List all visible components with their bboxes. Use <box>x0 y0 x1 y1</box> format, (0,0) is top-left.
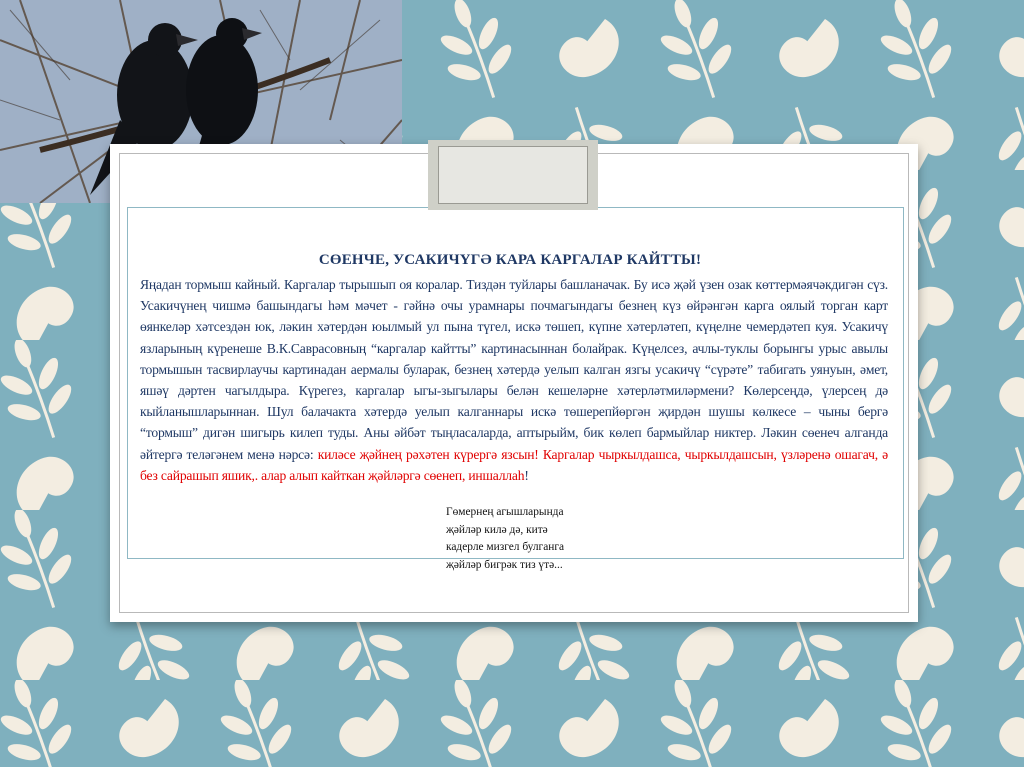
body-tail: ! <box>524 467 529 483</box>
poem-line: кадерле мизгел булганга <box>446 541 565 554</box>
body-text <box>140 274 888 486</box>
poem-line: җәйләр бигрәк тиз үтә... <box>446 558 563 571</box>
poem-line: Гөмернең агышларында <box>446 506 564 518</box>
decorative-tab-inner <box>438 146 588 204</box>
poem <box>446 504 564 574</box>
page-title: СӨЕНЧЕ, УСАКИЧҮГӘ КАРА КАРГАЛАР КАЙТТЫ! <box>318 252 702 268</box>
body-paragraph: Яңадан тормыш кайный. Каргалар тырышып оя коралар. Тиздән туйлары башланачак. Бу исә җәй үзен озак көттермәячәкдигән сүз. Усакичүнең чишмә башындагы һәм мәчет - гәйнә очы урамнары почмагындагы безнең күз өйрәнгән карга оялый торган карт өянкеләр хәтсездән юк, ләкин хәтердән юылмый ул пына түгел, искә төшеп, күпне хәтерләтеп, күңелне чемердәтеп куя. Усакичү язларының күренеше В.К.Саврасовның “каргалар кайтты” картинасыннан болайрак. Күңелсез, ачлы-туклы борынгы урыс авылы тормышын тасвирлаучы картинадан аермалы буларак, безнең хәтердә уелып калган язгы усакичү “сүрәте” табигать уянуын, әмет, яшәү дәртен чагылдыра. Күрегез, каргалар ыгы-зыгылары белән кешеләрне хәтерләтмиләрмени? Көлерсеңдә, үлерсең дә кыйланышларыннан. Шул балачакта хәтердә уелып калганнары искә төшерепйөргән җирдән шушы көлкесе – чыны бергә “тормыш” дигән шигырь килеп туды. Аны әйбәт тыңласаларда, аптырыйм, бик көлеп бармыйлар никтер. Ләкин сөенеч алганда әйтергә теләгәнем менә нәрсә: <box>140 277 888 462</box>
decorative-tab <box>428 140 598 210</box>
poem-line: җәйләр килә дә, китә <box>446 523 548 536</box>
body-highlight: киләсе җәйнең рәхәтен күрергә язсын! Каргалар чыркылдашса, чыркылдашсын, үзләренә ошагач, ә без сайрашып яшик,. алар алып кайткан җәйләргә сөенеп, иншаллаһ <box>140 446 888 483</box>
